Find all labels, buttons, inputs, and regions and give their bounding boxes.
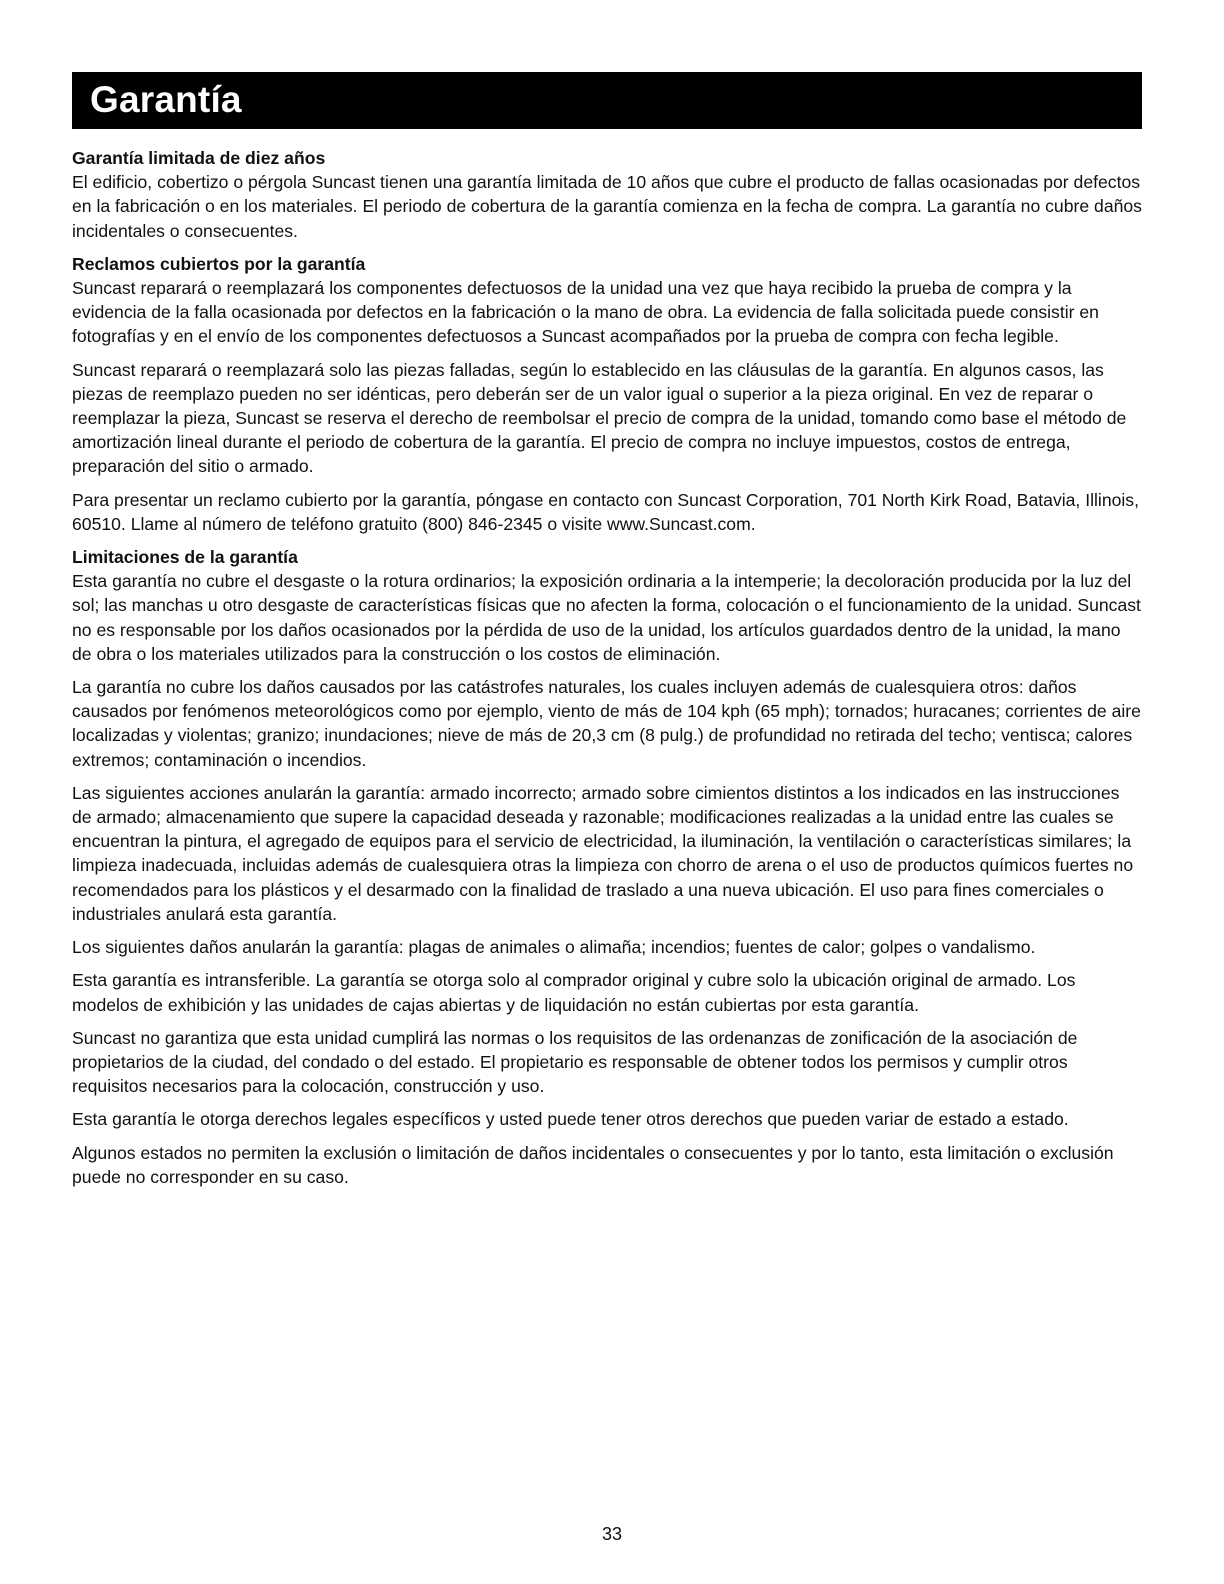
paragraph: La garantía no cubre los daños causados por las catástrofes naturales, los cuales incluyen además de cualesquiera otros: daños causados por fenómenos meteorológicos como por ejemplo, viento de más de 104 kph (65 mph); tornados; huracanes; corrientes de aire localizadas y violentas; granizo; inundaciones; nieve de más de 20,3 cm (8 pulg.) de profundidad no retirada del techo; ventisca; calores extremos; contaminación o incendios.	[72, 677, 1141, 770]
page-title: Garantía	[90, 79, 242, 120]
paragraph: Suncast reparará o reemplazará solo las piezas falladas, según lo establecido en las cláusulas de la garantía. En algunos casos, las piezas de reemplazo pueden no ser idénticas, pero deberán ser de un valor igual o superior a la pieza original. En vez de reparar o reemplazar la pieza, Suncast se reserva el derecho de reembolsar el precio de compra de la unidad, tomando como base el método de amortización lineal durante el periodo de cobertura de la garantía. El precio de compra no incluye impuestos, costos de entrega, preparación del sitio o armado.	[72, 359, 1127, 477]
paragraph: Esta garantía es intransferible. La garantía se otorga solo al comprador original y cubre solo la ubicación original de armado. Los modelos de exhibición y las unidades de cajas abiertas y de liquidación no están cubiertas por esta garantía.	[72, 970, 1076, 1015]
paragraph: El edificio, cobertizo o pérgola Suncast tienen una garantía limitada de 10 años que cubre el producto de fallas ocasionadas por defectos en la fabricación o en los materiales. El periodo de cobertura de la garantía comienza en la fecha de compra. La garantía no cubre daños incidentales o consecuentes.	[72, 172, 1142, 241]
page-number: 33	[601, 1524, 623, 1544]
paragraph: Algunos estados no permiten la exclusión o limitación de daños incidentales o consecuentes y por lo tanto, esta limitación o exclusión puede no corresponder en su caso.	[72, 1142, 1114, 1187]
paragraph: Los siguientes daños anularán la garantía: plagas de animales o alimaña; incendios; fuentes de calor; golpes o vandalismo.	[72, 937, 1036, 958]
paragraph: Para presentar un reclamo cubierto por la garantía, póngase en contacto con Suncast Corporation, 701 North Kirk Road, Batavia, Illinois, 60510. Llame al número de teléfono gratuito (800) 846-2345 o visite www.Suncast.com.	[72, 489, 1139, 534]
section-heading-limitations: Limitaciones de la garantía	[72, 547, 298, 568]
section-heading-limited-warranty: Garantía limitada de diez años	[72, 148, 326, 168]
paragraph: Esta garantía no cubre el desgaste o la rotura ordinarios; la exposición ordinaria a la intemperie; la decoloración producida por la luz del sol; las manchas u otro desgaste de características físicas que no afecten la forma, colocación o el funcionamiento de la unidad. Suncast no es responsable por los daños ocasionados por la pérdida de uso de la unidad, los artículos guardados dentro de la unidad, la mano de obra o los materiales utilizados para la construcción o los costos de eliminación.	[72, 571, 1141, 664]
paragraph: Las siguientes acciones anularán la garantía: armado incorrecto; armado sobre cimientos distintos a los indicados en las instrucciones de armado; almacenamiento que supere la capacidad deseada y razonable; modificaciones realizadas a la unidad entre las cuales se encuentran la pintura, el agregado de equipos para el servicio de electricidad, la iluminación, la ventilación o características similares; la limpieza inadecuada, incluidas además de cualesquiera otras la limpieza con chorro de arena o el uso de productos químicos fuertes no recomendados para los plásticos y el desarmado con la finalidad de traslado a una nueva ubicación. El uso para fines comerciales o industriales anulará esta garantía.	[72, 782, 1134, 924]
section-heading-covered-claims: Reclamos cubiertos por la garantía	[72, 253, 366, 274]
paragraph: Esta garantía le otorga derechos legales específicos y usted puede tener otros derechos que pueden variar de estado a estado.	[72, 1109, 1069, 1130]
title-bar	[72, 72, 1142, 129]
document-body	[72, 146, 1142, 1198]
paragraph: Suncast reparará o reemplazará los componentes defectuosos de la unidad una vez que haya recibido la prueba de compra y la evidencia de la falla ocasionada por defectos en la fabricación o la mano de obra. La evidencia de falla solicitada puede consistir en fotografías y en el envío de los componentes defectuosos a Suncast acompañados por la prueba de compra con fecha legible.	[72, 278, 1099, 347]
paragraph: Suncast no garantiza que esta unidad cumplirá las normas o los requisitos de las ordenanzas de zonificación de la asociación de propietarios de la ciudad, del condado o del estado. El propietario es responsable de obtener todos los permisos y cumplir otros requisitos necesarios para la colocación, construcción y uso.	[72, 1027, 1078, 1097]
